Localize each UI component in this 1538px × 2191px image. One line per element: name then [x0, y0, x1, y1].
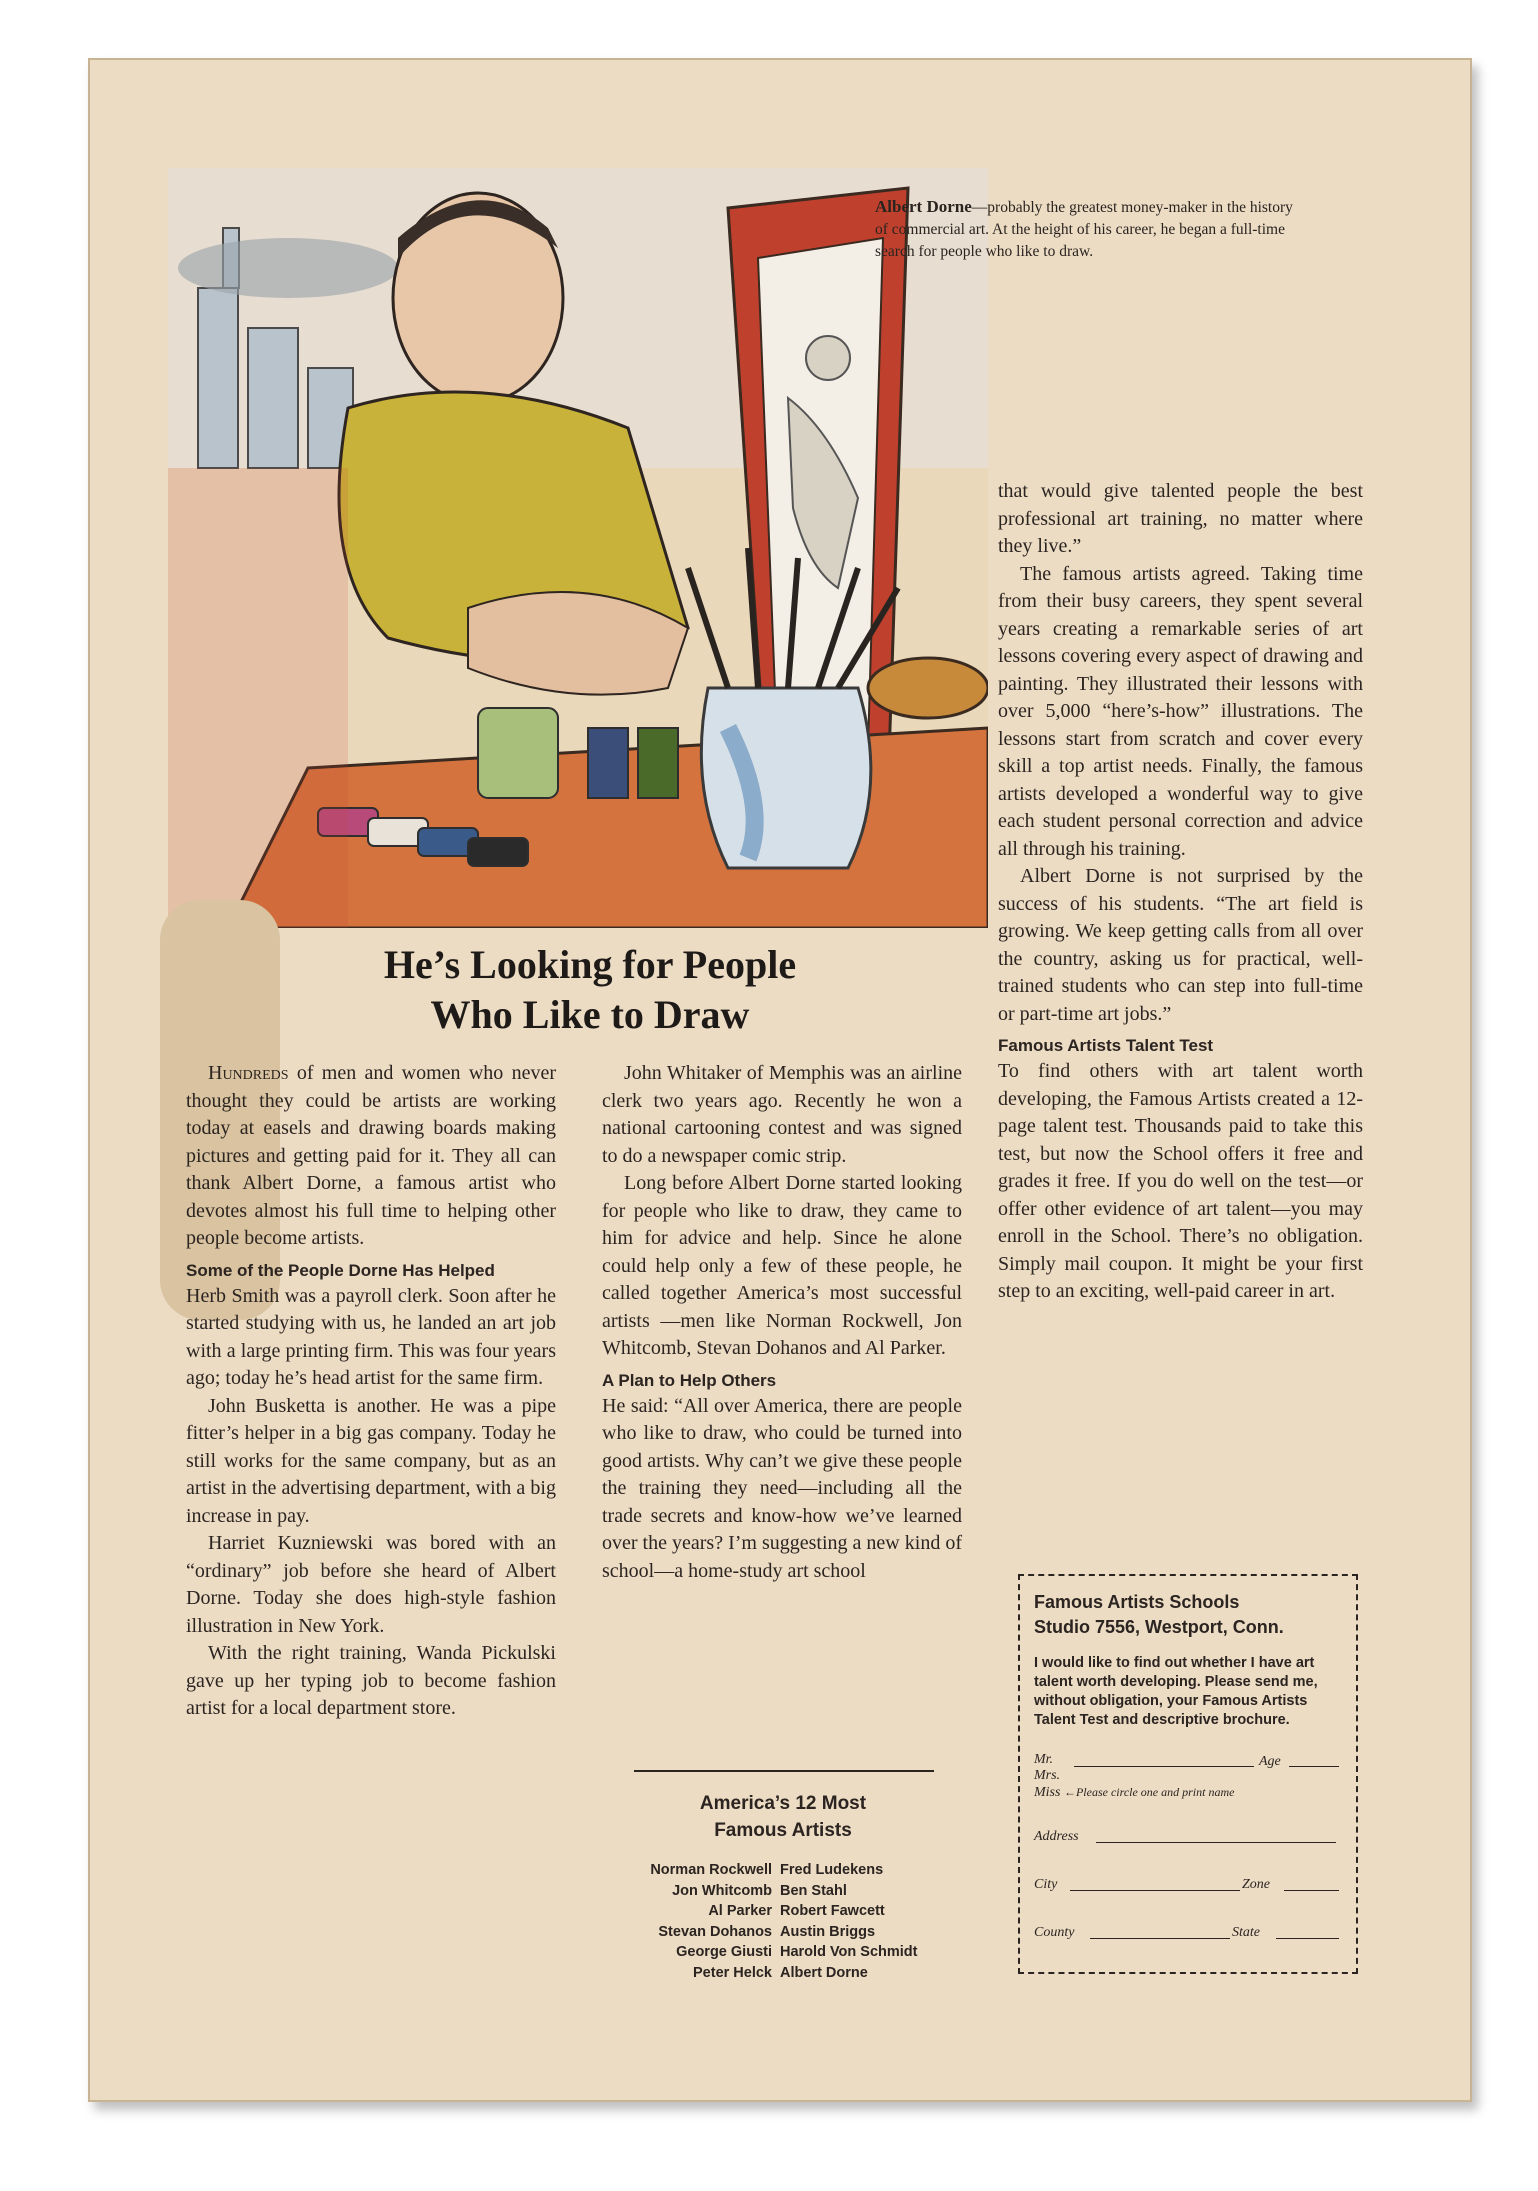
artist-name: Albert Dorne [780, 1964, 868, 1981]
caption-text: —probably the greatest money-maker in the history of commercial art. At the height of his career, he began a full-time search for people who like to draw. [875, 199, 1293, 260]
artist-name: Harold Von Schmidt [780, 1944, 918, 1960]
coupon-county-state-field[interactable] [1034, 1925, 1342, 1941]
paragraph-that-would-give: that would give talented people the best professional art training, no matter where they live.” [998, 480, 1363, 557]
intro-cap: Hundreds [208, 1062, 289, 1084]
headline-line-1: He’s Looking for People [383, 942, 797, 987]
coupon-circle-note: ←Please circle one and print name [1063, 1785, 1235, 1799]
coupon-body: I would like to find out whether I have art talent worth developing. Please send me, without obligation, your Famous Artists Talent Test and descriptive brochure. [1034, 1655, 1318, 1728]
coupon-city-zone-field[interactable] [1034, 1877, 1342, 1893]
coupon-name-field[interactable] [1034, 1752, 1342, 1801]
paragraph-herb-smith: Herb Smith was a payroll clerk. Soon after he started studying with us, he landed an art job with a large printing firm. This was four years ago; today he’s head artist for the same firm. [186, 1284, 556, 1389]
artist-name: Al Parker [708, 1903, 772, 1919]
paragraph-long-before: Long before Albert Dorne started looking for people who like to draw, they came to him for advice and help. Since he alone could help only a few of these people, he called together America’s most successful artists —men like Norman Rockwell, Jon Whitcomb, Stevan Dohanos and Al Parker. [602, 1172, 962, 1359]
paragraph-talent-test: To find others with art talent worth developing, the Famous Artists created a 12-page talent test. Thousands paid to take this test, but now the School offers it free and grades it free. If you do well on the test—or offer other evidence of art talent—you may enroll in the School. There’s no obligation. Simply mail coupon. It might be your first step to an exciting, well-paid career in art. [998, 1060, 1363, 1302]
caption-name: Albert Dorne [875, 197, 972, 216]
address-underline [1096, 1842, 1336, 1843]
column-3 [998, 478, 1363, 1306]
artist-name: Stevan Dohanos [658, 1923, 772, 1940]
mail-coupon[interactable] [1018, 1574, 1358, 1974]
artist-name: Fred Ludekens [780, 1862, 884, 1878]
zone-underline [1284, 1890, 1339, 1891]
age-underline [1289, 1766, 1339, 1767]
artist-name: George Giusti [676, 1944, 772, 1960]
paragraph-john-busketta: John Busketta is another. He was a pipe fitter’s helper in a big gas company. Today he still works for the same company, but as an artist in the advertising department, with a big increase in pay. [186, 1394, 556, 1527]
headline-line-2: Who Like to Draw [430, 992, 750, 1037]
coupon-address-field[interactable] [1034, 1829, 1342, 1845]
artist-name: Ben Stahl [780, 1882, 847, 1899]
intro-paragraph: of men and women who never thought they could be artists are working today at easels and drawing boards making pictures and getting paid for it. They all can thank Albert Dorne, a famous artist who devotes almost his full time to helping other people become artists. [186, 1062, 556, 1249]
column-1 [186, 1060, 556, 1723]
artists-list [602, 1860, 974, 1983]
artist-name: Norman Rockwell [650, 1862, 772, 1878]
paragraph-he-said: He said: “All over America, there are people who like to draw, who could be turned into good artists. Why can’t we give these people the training they need—including all the trade secrets and know-how we’ve learned over the years? I’m suggesting a new kind of school—a home-study art school [602, 1394, 962, 1582]
state-underline [1276, 1938, 1339, 1939]
coupon-miss-label: Miss [1034, 1785, 1061, 1800]
county-underline [1090, 1938, 1230, 1939]
artist-name: Austin Briggs [780, 1923, 876, 1940]
column-2 [602, 1060, 962, 1585]
paragraph-famous-artists-agreed: The famous artists agreed. Taking time from their busy careers, they spent several years creating a remarkable series of art lessons covering every aspect of drawing and painting. They illustrated their lessons with over 5,000 “here’s-how” illustrations. The lessons start from scratch and cover every skill a top artist needs. Finally, the famous artists developed a wonderful way to give each student personal correction and advice all through his training. [998, 562, 1363, 860]
section-heading-plan: A Plan to Help Others [602, 1370, 777, 1390]
section-heading-helped: Some of the People Dorne Has Helped [186, 1260, 495, 1280]
coupon-address-label: Address [1034, 1829, 1079, 1844]
artist-name: Peter Helck [693, 1964, 772, 1981]
coupon-county-label: County [1034, 1925, 1075, 1940]
section-heading-talent-test: Famous Artists Talent Test [998, 1036, 1214, 1055]
artists-list-title [602, 1790, 964, 1844]
paragraph-john-whitaker: John Whitaker of Memphis was an airline clerk two years ago. Recently he won a national cartooning contest and was signed to do a newspaper comic strip. [602, 1062, 962, 1167]
name-underline [1074, 1766, 1254, 1767]
artists-title-line-1: America’s 12 Most [699, 1793, 867, 1814]
artist-name: Jon Whitcomb [672, 1882, 772, 1899]
coupon-age-label: Age [1259, 1754, 1281, 1769]
city-underline [1070, 1890, 1240, 1891]
coupon-address: Studio 7556, Westport, Conn. [1034, 1617, 1284, 1637]
headline [250, 940, 930, 1040]
coupon-state-label: State [1232, 1925, 1260, 1940]
divider-rule [634, 1770, 934, 1772]
paragraph-harriet: Harriet Kuzniewski was bored with an “ordinary” job before she heard of Albert Dorne. Today she does high-style fashion illustration in New York. [186, 1532, 556, 1637]
coupon-mrs-label: Mrs. [1034, 1768, 1061, 1783]
coupon-city-label: City [1034, 1877, 1058, 1892]
albert-dorne-illustration [168, 168, 988, 928]
artist-name: Robert Fawcett [780, 1903, 885, 1919]
coupon-school-name: Famous Artists Schools [1034, 1592, 1240, 1612]
illustration-caption [875, 196, 1295, 263]
paragraph-not-surprised: Albert Dorne is not surprised by the success of his students. “The art field is growing. We keep getting calls from all over the country, asking us for practical, well-trained students who can step into full-time or part-time art jobs.” [998, 865, 1363, 1025]
paragraph-wanda: With the right training, Wanda Pickulski gave up her typing job to become fashion artist for a local department store. [186, 1642, 556, 1719]
coupon-mr-label: Mr. [1034, 1752, 1054, 1767]
coupon-zone-label: Zone [1242, 1877, 1270, 1892]
artists-title-line-2: Famous Artists [714, 1820, 852, 1841]
